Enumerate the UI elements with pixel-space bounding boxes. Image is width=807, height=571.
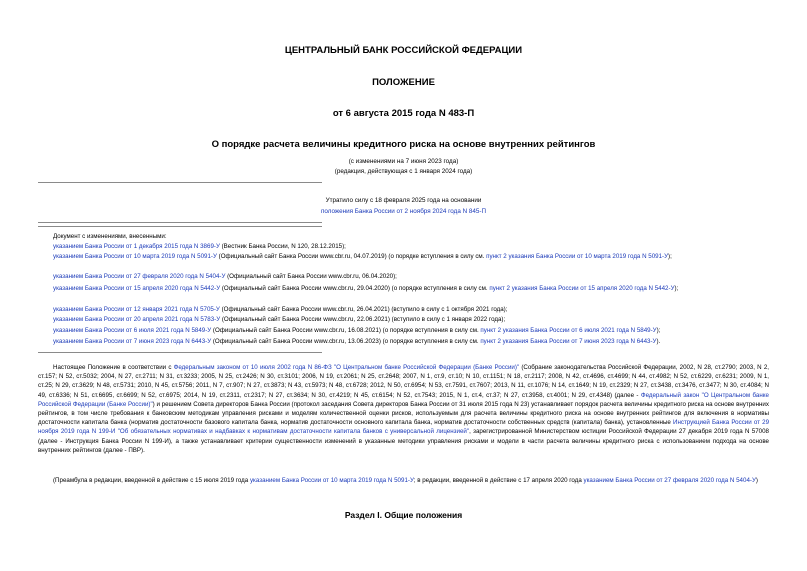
lost-force-link-line — [0, 208, 807, 215]
amendment-effective-link[interactable]: пункт 2 указания Банка России от 6 июля 2021 года N 5849-У — [480, 327, 657, 334]
amendment-link[interactable]: указанием Банка России от 15 апреля 2020 года N 5442-У — [53, 285, 221, 292]
list-item: указанием Банка России от 7 июня 2023 года N 6443-У (Официальный сайт Банка России www.cbr.ru, 13.06.2023) (о порядке вступления в силу см. пункт 2 указания Банка России от 7 июня 2023 года N 6443-У). — [53, 338, 661, 345]
amendment-link[interactable]: указанием Банка России от 1 декабря 2015 года N 3869-У — [53, 243, 220, 250]
federal-law-link[interactable]: Федеральным законом от 10 июля 2002 года N 86-ФЗ "О Центральном банке Российской Федерации (Банке России)" — [173, 364, 520, 371]
edition-changes: (с изменениями на 7 июня 2023 года) — [348, 158, 459, 165]
amendment-link[interactable]: указанием Банка России от 6 июля 2021 года N 5849-У — [53, 327, 212, 334]
preamble-edition-note: (Преамбула в редакции, введенной в действие с 15 июля 2019 года указанием Банка России от 10 марта 2019 года N 5091-У; в редакции, введенной в действие с 17 апреля 2020 года указанием Банка России от 27 февраля 2020 года N 5404-У) — [53, 477, 758, 484]
edition-current: (редакция, действующая с 1 января 2024 года) — [334, 168, 473, 175]
amendment-link[interactable]: указанием Банка России от 10 марта 2019 года N 5091-У — [53, 253, 217, 260]
amendment-link[interactable]: указанием Банка России от 7 июня 2023 года N 6443-У — [53, 338, 212, 345]
amendment-link[interactable]: указанием Банка России от 12 января 2021 года N 5705-У — [53, 306, 220, 313]
divider — [38, 182, 322, 183]
amendments-intro: Документ с изменениями, внесенными: — [53, 233, 167, 240]
doc-type-heading: ПОЛОЖЕНИЕ — [372, 77, 435, 88]
federal-law-short-link[interactable]: Федеральный закон "О Центральном банке Российской Федерации (Банке России)" — [38, 391, 769, 408]
lost-force-text: Утратило силу с 18 февраля 2025 года на основании — [325, 197, 482, 204]
list-item: указанием Банка России от 12 января 2021 года N 5705-У (Официальный сайт Банка России www.cbr.ru, 26.04.2021) (вступило в силу с 1 октября 2021 года); — [53, 306, 508, 313]
amendment-effective-link[interactable]: пункт 2 указания Банка России от 7 июня 2023 года N 6443-У — [480, 338, 657, 345]
list-item: указанием Банка России от 6 июля 2021 года N 5849-У (Официальный сайт Банка России www.cbr.ru, 16.08.2021) (о порядке вступления в силу см. пункт 2 указания Банка России от 6 июля 2021 года N 5849-У); — [53, 327, 661, 334]
section-heading: Раздел I. Общие положения — [344, 510, 463, 520]
list-item: указанием Банка России от 20 апреля 2021 года N 5783-У (Официальный сайт Банка России www.cbr.ru, 22.06.2021) (вступило в силу с 1 января 2022 года); — [53, 316, 506, 323]
date-number-heading: от 6 августа 2015 года N 483-П — [332, 108, 475, 119]
amendment-link[interactable]: указанием Банка России от 20 апреля 2021 года N 5783-У — [53, 316, 221, 323]
org-heading: ЦЕНТРАЛЬНЫЙ БАНК РОССИЙСКОЙ ФЕДЕРАЦИИ — [284, 45, 523, 56]
edition-link-5091[interactable]: указанием Банка России от 10 марта 2019 года N 5091-У — [249, 477, 414, 484]
divider — [38, 222, 322, 223]
list-item: указанием Банка России от 10 марта 2019 года N 5091-У (Официальный сайт Банка России www.cbr.ru, 04.07.2019) (о порядке вступления в силу см. пункт 2 указания Банка России от 10 марта 2019 года N 5091-У); — [53, 253, 672, 260]
document-title: О порядке расчета величины кредитного риска на основе внутренних рейтингов — [211, 139, 596, 150]
amendment-effective-link[interactable]: пункт 2 указания Банка России от 15 апреля 2020 года N 5442-У — [489, 285, 675, 292]
preamble-paragraph: Настоящее Положение в соответствии с Федеральным законом от 10 июля 2002 года N 86-ФЗ "О Центральном банке Российской Федерации (Банке России)" (Собрание законодательства Российской Федерации, 2002, N 28, ст.2790; 2003, N 2, ст.157; N 52, ст.5032; 2004, N 27, ст.2711; N 31, ст.3233; 2005, N 25, ст.2426; N 30, ст.3101; 2006, N 19, ст.2061; N 25, ст.2648; 2007, N 1, ст.9, ст.10; N 10, ст.1151; N 18, ст.2117; 2008, N 42, ст.4696, ст.4699; N 44, ст.4982; N 52, ст.6229, ст.6231; 2009, N 1, ст.25; N 29, ст.3629; N 48, ст.5731; 2010, N 45, ст.5756; 2011, N 7, ст.907; N 27, ст.3873; N 43, ст.5973; N 48, ст.6728; 2012, N 50, ст.6954; N 53, ст.7591, ст.7607; 2013, N 11, ст.1076; N 14, ст.1649; N 19, ст.2329; N 27, ст.3438, ст.3476, ст.3477; N 30, ст.4084; N 49, ст.6336; N 51, ст.6695, ст.6699; N 52, ст.6975; 2014, N 19, ст.2311, ст.2317; N 27, ст.3634; N 30, ст.4219; N 45, ст.6154; N 52, ст.7543; 2015, N 1, ст.4, ст.37; N 27, ст.3958, ст.4001; N 29, ст.4348) (далее - Федеральный закон "О Центральном банке Российской Федерации (Банке России)") и решением Совета директоров Банка России (протокол заседания Совета директоров Банка России от 31 июля 2015 года N 23) устанавливает порядок расчета величины кредитного риска на основе внутренних рейтингов, в том числе требования к банковским методикам управления рисками и моделям количественной оценки рисков, используемым для расчета величины кредитного риска на основе внутренних рейтингов для включения в нормативы достаточности капитала банка (норматив достаточности базового капитала банка, норматив достаточности основного капитала банка, норматив достаточности собственных средств (капитала) банка), установленные Инструкцией Банка России от 29 ноября 2019 года N 199-И "Об обязательных нормативах и надбавках к нормативам достаточности капитала банков с универсальной лицензией", зарегистрированной Министерством юстиции Российской Федерации 27 декабря 2019 года N 57008 (далее - Инструкция Банка России N 199-И), а также устанавливает критерии существенности изменений в указанные методики управления рисками и модели в части расчета величины кредитного риска с использованием подхода на основе внутренних рейтингов (далее - ПВР). — [38, 364, 770, 454]
instruction-199-link[interactable]: Инструкцией Банка России от 29 ноября 2019 года N 199-И "Об обязательных нормативах и надбавках к нормативам достаточности капитала банков с универсальной лицензией" — [38, 419, 770, 436]
lost-force-link[interactable]: положения Банка России от 2 ноября 2024 года N 845-П — [320, 208, 487, 215]
amendment-effective-link[interactable]: пункт 2 указания Банка России от 10 марта 2019 года N 5091-У — [486, 253, 669, 260]
edition-link-5404[interactable]: указанием Банка России от 27 февраля 2020 года N 5404-У — [583, 477, 756, 484]
list-item: указанием Банка России от 15 апреля 2020 года N 5442-У (Официальный сайт Банка России www.cbr.ru, 29.04.2020) (о порядке вступления в силу см. пункт 2 указания Банка России от 15 апреля 2020 года N 5442-У); — [53, 285, 679, 292]
divider — [38, 226, 322, 227]
divider — [38, 352, 322, 353]
amendment-link[interactable]: указанием Банка России от 27 февраля 2020 года N 5404-У — [53, 273, 226, 280]
list-item: указанием Банка России от 1 декабря 2015 года N 3869-У (Вестник Банка России, N 120, 28.12.2015); — [53, 243, 346, 250]
list-item: указанием Банка России от 27 февраля 2020 года N 5404-У (Официальный сайт Банка России www.cbr.ru, 06.04.2020); — [53, 273, 397, 280]
